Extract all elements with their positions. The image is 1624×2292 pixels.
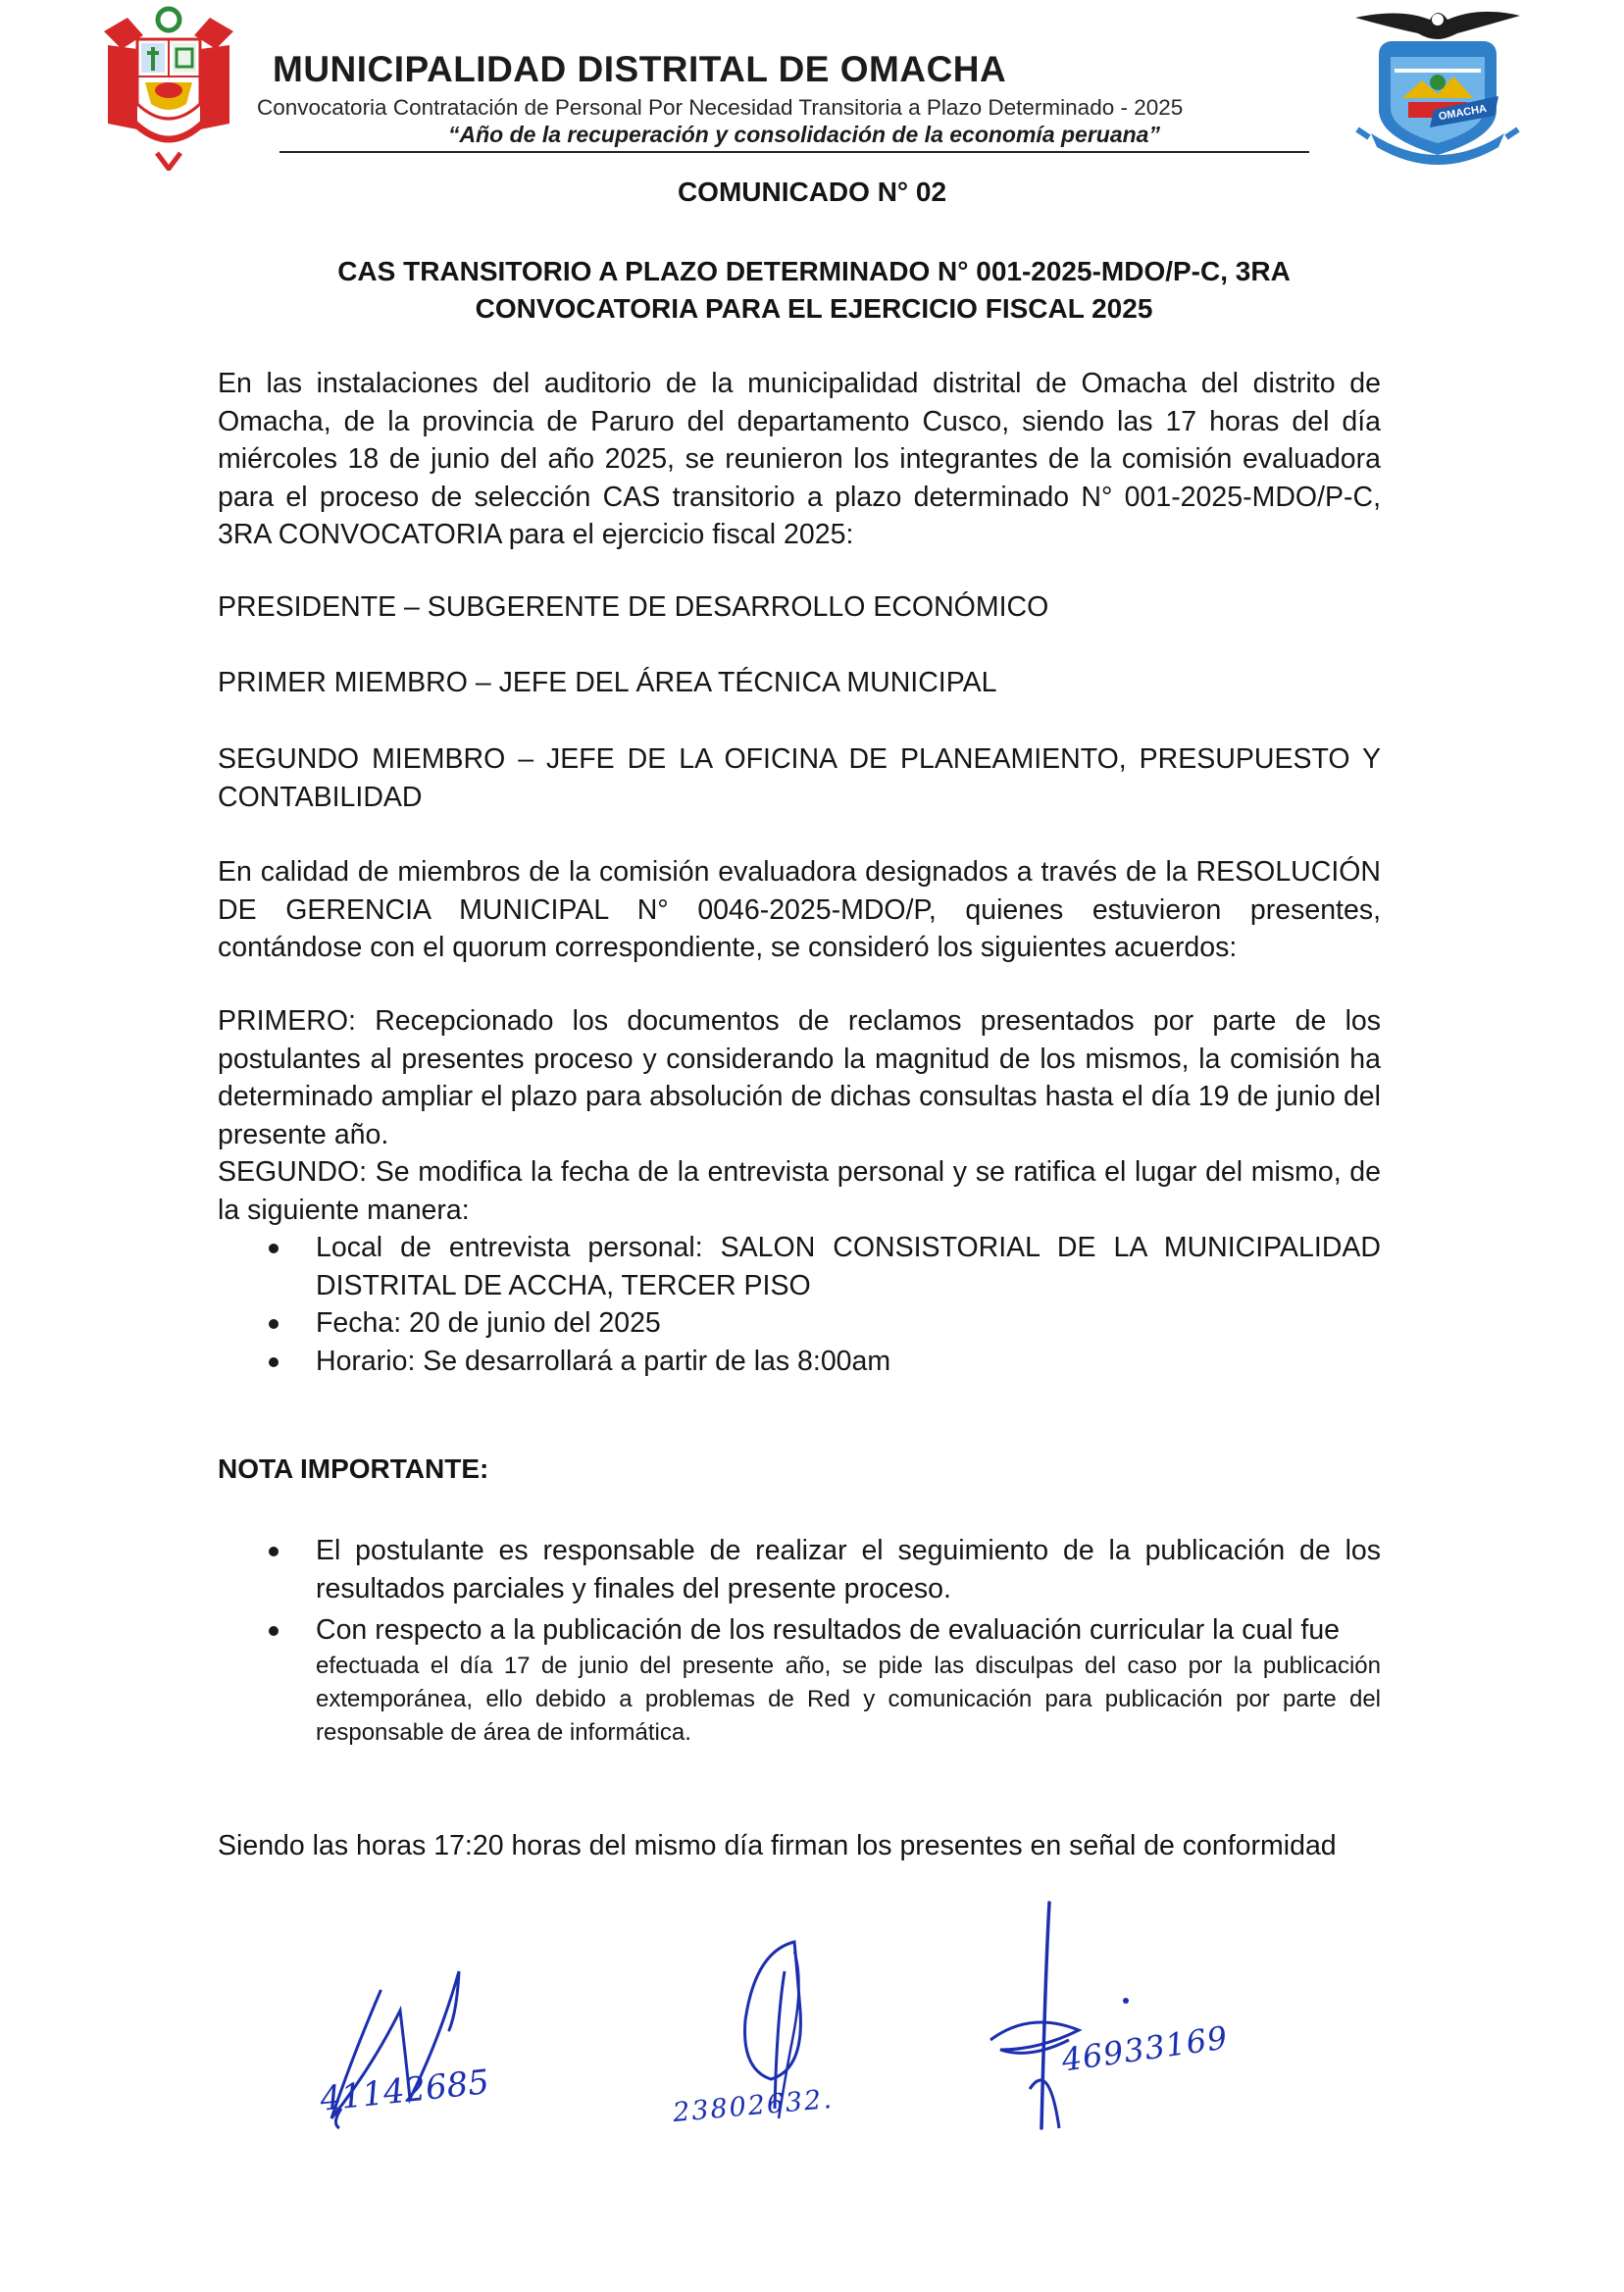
municipality-title: MUNICIPALIDAD DISTRITAL DE OMACHA [273, 49, 1007, 89]
signature-2-number: 23802632. [671, 2083, 836, 2129]
nota-list [218, 1532, 1381, 1754]
omacha-emblem-logo [1351, 0, 1524, 173]
list-item-text: Horario: Se desarrollará a partir de las 8:00am [316, 1345, 891, 1377]
signature-1 [312, 1952, 537, 2148]
list-item [218, 1343, 1381, 1381]
list-item-text: Local de entrevista personal: SALON CONSISTORIAL DE LA MUNICIPALIDAD DISTRITAL DE ACCHA, TERCER PISO [316, 1232, 1381, 1301]
list-item-text-small: efectuada el día 17 de junio del presente año, se pide las disculpas del caso por la publicación extemporánea, ello debido a problemas de Red y comunicación para publicación por parte del responsable de área de informática. [316, 1652, 1381, 1746]
list-item [218, 1229, 1381, 1304]
list-item [218, 1532, 1381, 1607]
list-item [218, 1304, 1381, 1343]
comunicado-number: COMUNICADO N° 02 [677, 177, 947, 207]
signature-3-number: 46933169 [1059, 2018, 1231, 2079]
segundo-list [218, 1229, 1381, 1380]
primero-paragraph [218, 1002, 1381, 1153]
bullet-icon [269, 1244, 279, 1253]
intro-paragraph [218, 365, 1381, 554]
title-line-1: CAS TRANSITORIO A PLAZO DETERMINADO N° 001-2025-MDO/P-C, 3RA [337, 256, 1291, 286]
intro-text: En las instalaciones del auditorio de la municipalidad distrital de Omacha del distrito de Omacha, de la provincia de Paruro del departamento Cusco, siendo las 17 horas del día miércoles 18 de junio del año 2025, se reunieron los integrantes de la comisión evaluadora para el proceso de selección CAS transitorio a plazo determinado N° 001-2025-MDO/P-C, 3RA CONVOCATORIA para el ejercicio fiscal 2025: [218, 368, 1381, 550]
signature-1-number: 41142685 [318, 2063, 491, 2119]
convocatoria-subtitle: Convocatoria Contratación de Personal Por Necesidad Transitoria a Plazo Determinado - 2025 [257, 95, 1184, 120]
segundo-text: SEGUNDO: Se modifica la fecha de la entrevista personal y se ratifica el lugar del mismo, de la siguiente manera: [218, 1156, 1381, 1226]
member-first: PRIMER MIEMBRO – JEFE DEL ÁREA TÉCNICA MUNICIPAL [218, 667, 997, 698]
member-second: SEGUNDO MIEMBRO – JEFE DE LA OFICINA DE PLANEAMIENTO, PRESUPUESTO Y CONTABILIDAD [218, 743, 1381, 813]
document-title [265, 253, 1363, 328]
bullet-icon [269, 1626, 279, 1636]
primero-text: PRIMERO: Recepcionado los documentos de reclamos presentados por parte de los postulantes al presentes proceso y considerando la magnitud de los mismos, la comisión ha determinado ampliar el plazo para absolución de dichas consultas hasta el día 19 de junio del presente año. [218, 1005, 1381, 1150]
bullet-icon [269, 1547, 279, 1556]
calidad-paragraph [218, 853, 1381, 967]
signature-1-scribble [312, 1952, 537, 2148]
emblem-band-text: OMACHA [1438, 102, 1488, 124]
member-president: PRESIDENTE – SUBGERENTE DE DESARROLLO ECONÓMICO [218, 591, 1049, 623]
list-item-text: Con respecto a la publicación de los resultados de evaluación curricular la cual fue [316, 1614, 1341, 1646]
bullet-icon [269, 1319, 279, 1329]
peru-coat-of-arms-logo [98, 6, 239, 171]
list-item [218, 1611, 1381, 1750]
nota-heading: NOTA IMPORTANTE: [218, 1453, 489, 1484]
header-divider [279, 151, 1309, 153]
signature-3 [971, 1893, 1265, 2148]
closing-statement: Siendo las horas 17:20 horas del mismo día firman los presentes en señal de conformidad [218, 1830, 1337, 1861]
calidad-text: En calidad de miembros de la comisión evaluadora designados a través de la RESOLUCIÓN DE GERENCIA MUNICIPAL N° 0046-2025-MDO/P, quienes estuvieron presentes, contándose con el quorum correspondiente, se consideró los siguientes acuerdos: [218, 856, 1381, 963]
list-item-text: El postulante es responsable de realizar el seguimiento de la publicación de los resultados parciales y finales del presente proceso. [316, 1535, 1381, 1604]
signature-2 [671, 1922, 902, 2148]
segundo-paragraph [218, 1153, 1381, 1229]
year-motto: “Año de la recuperación y consolidación de la economía peruana” [448, 122, 1160, 147]
list-item-text: Fecha: 20 de junio del 2025 [316, 1307, 661, 1339]
bullet-icon [269, 1357, 279, 1367]
title-line-2: CONVOCATORIA PARA EL EJERCICIO FISCAL 2025 [475, 293, 1153, 324]
